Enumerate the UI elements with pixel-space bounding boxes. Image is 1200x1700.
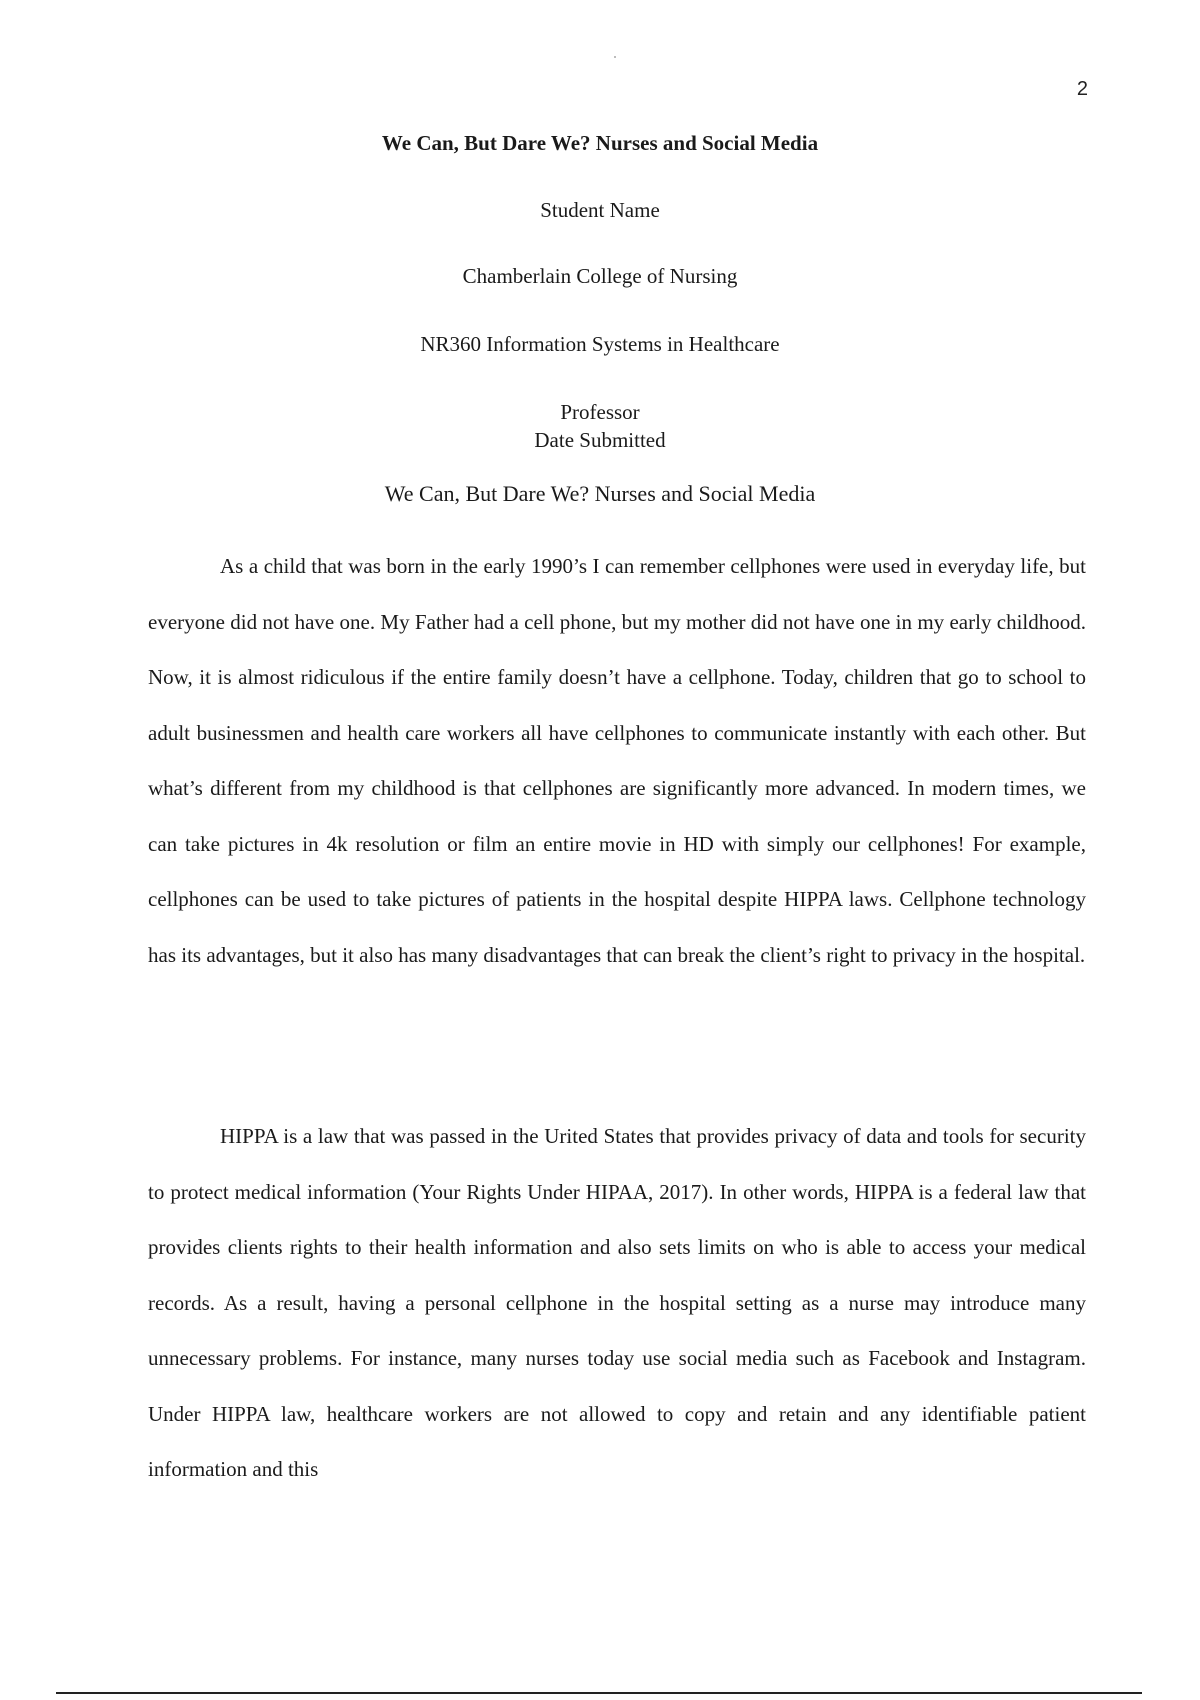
- body-paragraph-2: HIPPA is a law that was passed in the Urited States that provides privacy of data and tools for security to protect medical information (Your Rights Under HIPAA, 2017). In other words, HIPPA is a federal law that provides clients rights to their health information and also sets limits on who is able to access your medical records. As a result, having a personal cellphone in the hospital setting as a nurse may introduce many unnecessary problems. For instance, many nurses today use social media such as Facebook and Instagram. Under HIPPA law, healthcare workers are not allowed to copy and retain and any identifiable patient information and this: [148, 1124, 1086, 1481]
- student-name: Student Name: [540, 198, 660, 222]
- date-submitted: Date Submitted: [534, 428, 666, 452]
- page-bottom-rule: [56, 1692, 1142, 1694]
- body-paragraph-1: As a child that was born in the early 1990’s I can remember cellphones were used in everyday life, but everyone did not have one. My Father had a cell phone, but my mother did not have one in my early childhood. Now, it is almost ridiculous if the entire family doesn’t have a cellphone. Today, children that go to school to adult businessmen and health care workers all have cellphones to communicate instantly with each other. But what’s different from my childhood is that cellphones are significantly more advanced. In modern times, we can take pictures in 4k resolution or film an entire movie in HD with simply our cellphones! For example, cellphones can be used to take pictures of patients in the hospital despite HIPPA laws. Cellphone technology has its advantages, but it also has many disadvantages that can break the client’s right to privacy in the hospital.: [148, 554, 1086, 967]
- institution-name: Chamberlain College of Nursing: [462, 264, 738, 288]
- body-heading: We Can, But Dare We? Nurses and Social Media: [384, 481, 816, 506]
- professor-name: Professor: [560, 400, 640, 424]
- course-name: NR360 Information Systems in Healthcare: [420, 332, 780, 356]
- page-number: 2: [1076, 78, 1088, 100]
- paper-title: We Can, But Dare We? Nurses and Social Media: [381, 131, 819, 155]
- scan-speck: [614, 56, 616, 58]
